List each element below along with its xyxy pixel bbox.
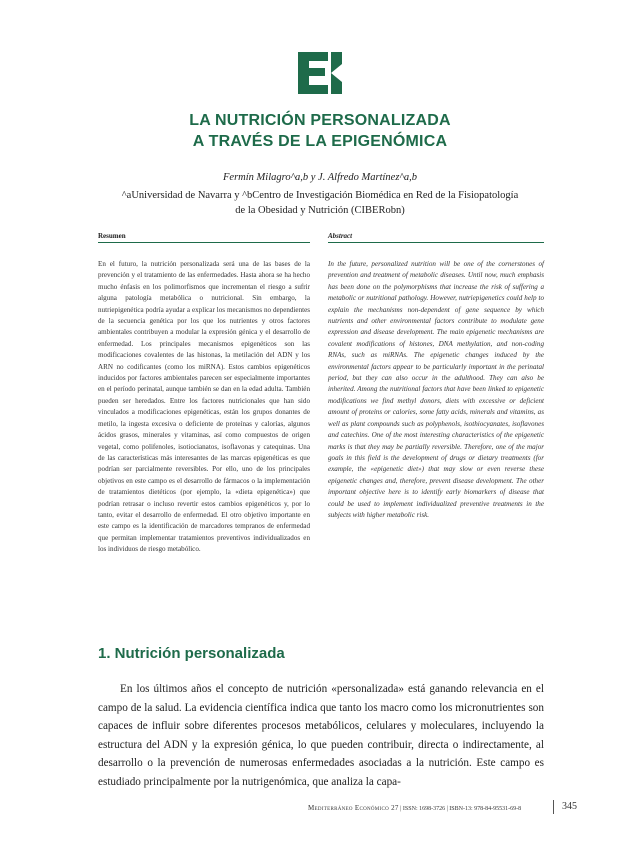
journal-logo-icon xyxy=(298,52,342,94)
footer-journal: Mediterráneo Económico 27 xyxy=(308,804,399,812)
footer-divider xyxy=(553,800,554,814)
page-number: 345 xyxy=(562,801,577,812)
authors: Fermín Milagro^a,b y J. Alfredo Martínez^a,b xyxy=(223,172,417,183)
affiliation-line-2: de la Obesidad y Nutrición (CIBERobn) xyxy=(235,205,405,216)
footer-citation xyxy=(308,804,521,812)
article-title xyxy=(0,110,640,152)
resumen-heading: Resumen xyxy=(98,232,310,243)
title-line-1: LA NUTRICIÓN PERSONALIZADA xyxy=(189,112,451,129)
title-line-2: A TRAVÉS DE LA EPIGENÓMICA xyxy=(192,133,448,150)
affiliation xyxy=(120,188,520,218)
resumen-text: En el futuro, la nutrición personalizada será una de las bases de la prevención y el tratamiento de las enfermedades. Hasta ahora se ha hecho mucho énfasis en los polimorfismos que incrementan el riesgo a sufrir alguna patología metabólica o nutricional. Sin embargo, la nutriepigenética podría ayudar a explicar los mecanismos no dependientes de la secuencia genética por los que los nutrientes y otros factores ambientales contribuyen a modular la expresión génica y el desarrollo de enfermedad. Los principales mecanismos epigenéticos son las modificaciones covalentes de las histonas, la metilación del ADN y los ARN no codificantes (como los miRNA). Estos cambios epigenéticos inducidos por factores ambientales parecen ser especialmente importantes en el período perinatal, aunque también se dan en la edad adulta. También pueden ser heredados. Entre los factores nutricionales que han sido vinculados a modificaciones epigenéticas, están los grupos donantes de metilo, la ingesta excesiva o deficiente de proteínas y calorías, algunos ácidos grasos, minerales y vitaminas, así como compuestos de origen vegetal, como polifenoles, isotiocianatos, isoflavonas y catequinas. Una de las características más interesantes de las marcas epigenéticas es que podrían ser parcialmente reversibles. Por ello, uno de los principales objetivos en este campo es el desarrollo de fármacos o la implementación de tratamientos dietéticos (por ejemplo, la «dieta epigenética») que podrían retrasar o incluso revertir estos cambios epigenéticos y, por lo tanto, evitar el desarrollo de enfermedad. El otro objetivo importante en este campo es la identificación de marcadores tempranos de enfermedad que permitan implementar tratamientos preventivos individualizados en los individuos de riesgo metabólico. xyxy=(98,260,310,554)
section-paragraph: En los últimos años el concepto de nutrición «personalizada» está ganando relevancia en el campo de la salud. La evidencia científica indica que tanto los macro como los micronutrientes son capaces de influir sobre diferentes procesos metabólicos, celulares y moleculares, incluyendo la estructura del ADN y la expresión génica, lo que pueden contribuir, directa o indirectamente, al desarrollo o la prevención de numerosas enfermedades asociadas a la nutrición. Este campo es estudiado principalmente por la nutrigenómica, que analiza la capa- xyxy=(98,683,544,788)
affiliation-line-1: ^aUniversidad de Navarra y ^bCentro de Investigación Biomédica en Red de la Fisiopatología xyxy=(121,190,519,201)
abstract-text: In the future, personalized nutrition will be one of the cornerstones of prevention and treatment of metabolic diseases. Until now, much emphasis has been done on the polymorphisms that increase the risk of suffering a metabolic or nutritional pathology. However, nutriepigenetics could help to explain the mechanisms non-dependent of gene sequence by which nutrients and other environmental factors contribute to modulate gene expression and disease development. The main epigenetic mechanisms are covalent modifications of histones, DNA methylation, and non-coding RNAs, such as miRNAs. The epigenetic changes induced by the environmental factors appear to be particularly important in the perinatal period, but they can also occur in the adulthood. They can also be inherited. Among the nutritional factors that have been linked to epigenetic modifications we find methyl donors, diets with excessive or deficient amount of proteins or calories, some fatty acids, minerals and vitamins, as well as plant compounds such as polyphenols, isothiocyanates, isoflavones and catechins. One of the most interesting characteristics of the epigenetic marks is that they may be partially reversible. Therefore, one of the major goals in this field is the development of drugs or dietary treatments (for example, the «epigenetic diet») that may slow or even reverse these epigenetic changes and, therefore, prevent disease development. The other important objective here is to identify early biomarkers of disease that could be used to implement individualized preventive treatments in the subjects with higher metabolic risk. xyxy=(328,260,544,519)
section-heading: 1. Nutrición personalizada xyxy=(98,645,285,662)
footer-issn: | ISSN: 1698-3726 | ISBN-13: 978-84-95531-69-8 xyxy=(400,806,522,812)
abstract-heading: Abstract xyxy=(328,232,544,243)
